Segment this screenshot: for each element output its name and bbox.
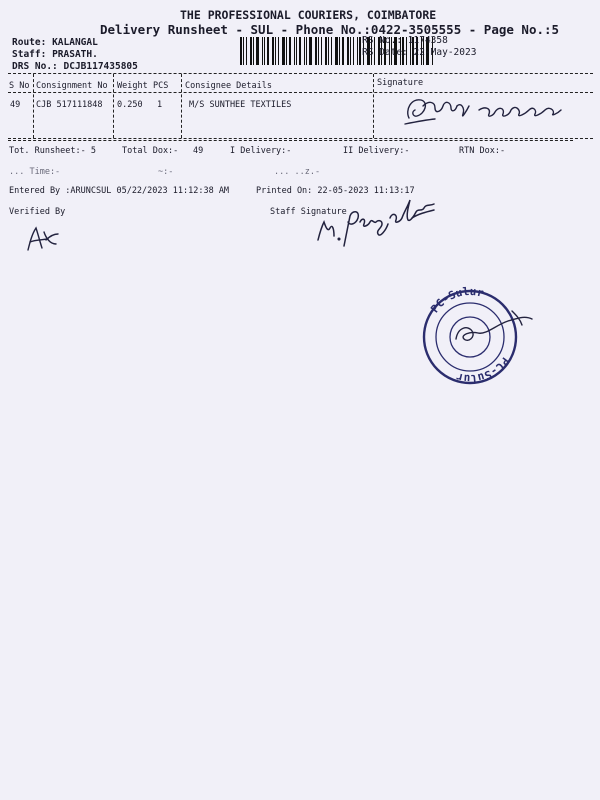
staff-signature-label: Staff Signature [270,207,347,217]
table-top-rule [8,73,593,74]
rs-date-label: RS Date: [362,47,408,58]
route-line [12,37,98,48]
drs-value: DCJB117435805 [63,61,138,72]
verifier-signature [22,222,62,254]
cell-sno: 49 [10,100,21,110]
cell-pcs: 1 [157,100,163,110]
col-divider [373,74,374,138]
svg-text:PC-Sulur: PC-Sulur [455,354,512,385]
cell-weight: 0.250 [117,100,143,110]
col-header-sno: S No [9,81,30,91]
col-header-consignment: Consignment No [36,81,108,91]
staff-line [12,49,98,60]
col-header-weight: Weight [117,81,148,91]
ii-delivery: II Delivery:- [343,146,410,156]
drs-label: DRS No.: [12,61,58,72]
table-bottom-rule [8,138,593,139]
faint-mid: ~:- [158,167,174,177]
pc-sulur-stamp [412,285,542,385]
receiver-signature [395,88,570,133]
faint-right: ... ..z.- [274,167,321,177]
col-header-consignee: Consignee Details [185,81,272,91]
staff-label: Staff: [12,49,47,60]
col-divider [113,74,114,138]
drs-line [12,61,138,72]
verified-by-label: Verified By [9,207,66,217]
rs-no-value: 1174358 [407,35,448,46]
rs-no-label: RS No.: [362,35,403,46]
company-title: THE PROFESSIONAL COURIERS, COIMBATORE [180,8,437,22]
staff-signature [312,192,442,252]
total-runsheet: Tot. Runsheet:- 5 [9,146,96,156]
svg-text:PC-Sulur: PC-Sulur [428,285,485,316]
rs-no-line [362,35,448,46]
rs-date-line [362,47,476,58]
entered-by: Entered By :ARUNCSUL 05/22/2023 11:12:38 AM [9,186,230,196]
col-divider [181,74,182,138]
col-divider [33,74,34,138]
route-value: KALANGAL [52,37,98,48]
rtn-dox: RTN Dox:- [459,146,506,156]
total-dox-value: 49 [193,146,204,156]
col-header-pcs: PCS [153,81,169,91]
totals-rule [8,140,573,141]
time-field: ... Time:- [9,167,61,177]
cell-consignment: CJB 517111848 [36,100,103,110]
i-delivery: I Delivery:- [230,146,292,156]
runsheet-subtitle: Delivery Runsheet - SUL - Phone No.:0422-3505555 - Page No.:5 [100,22,560,37]
rs-date-value: 22-May-2023 [413,47,477,58]
total-dox-label: Total Dox:- [122,146,179,156]
staff-value: PRASATH. [52,49,98,60]
cell-consignee: M/S SUNTHEE TEXTILES [189,100,292,110]
col-header-signature: Signature [377,78,424,88]
route-label: Route: [12,37,47,48]
printed-on: Printed On: 22-05-2023 11:13:17 [256,186,415,196]
